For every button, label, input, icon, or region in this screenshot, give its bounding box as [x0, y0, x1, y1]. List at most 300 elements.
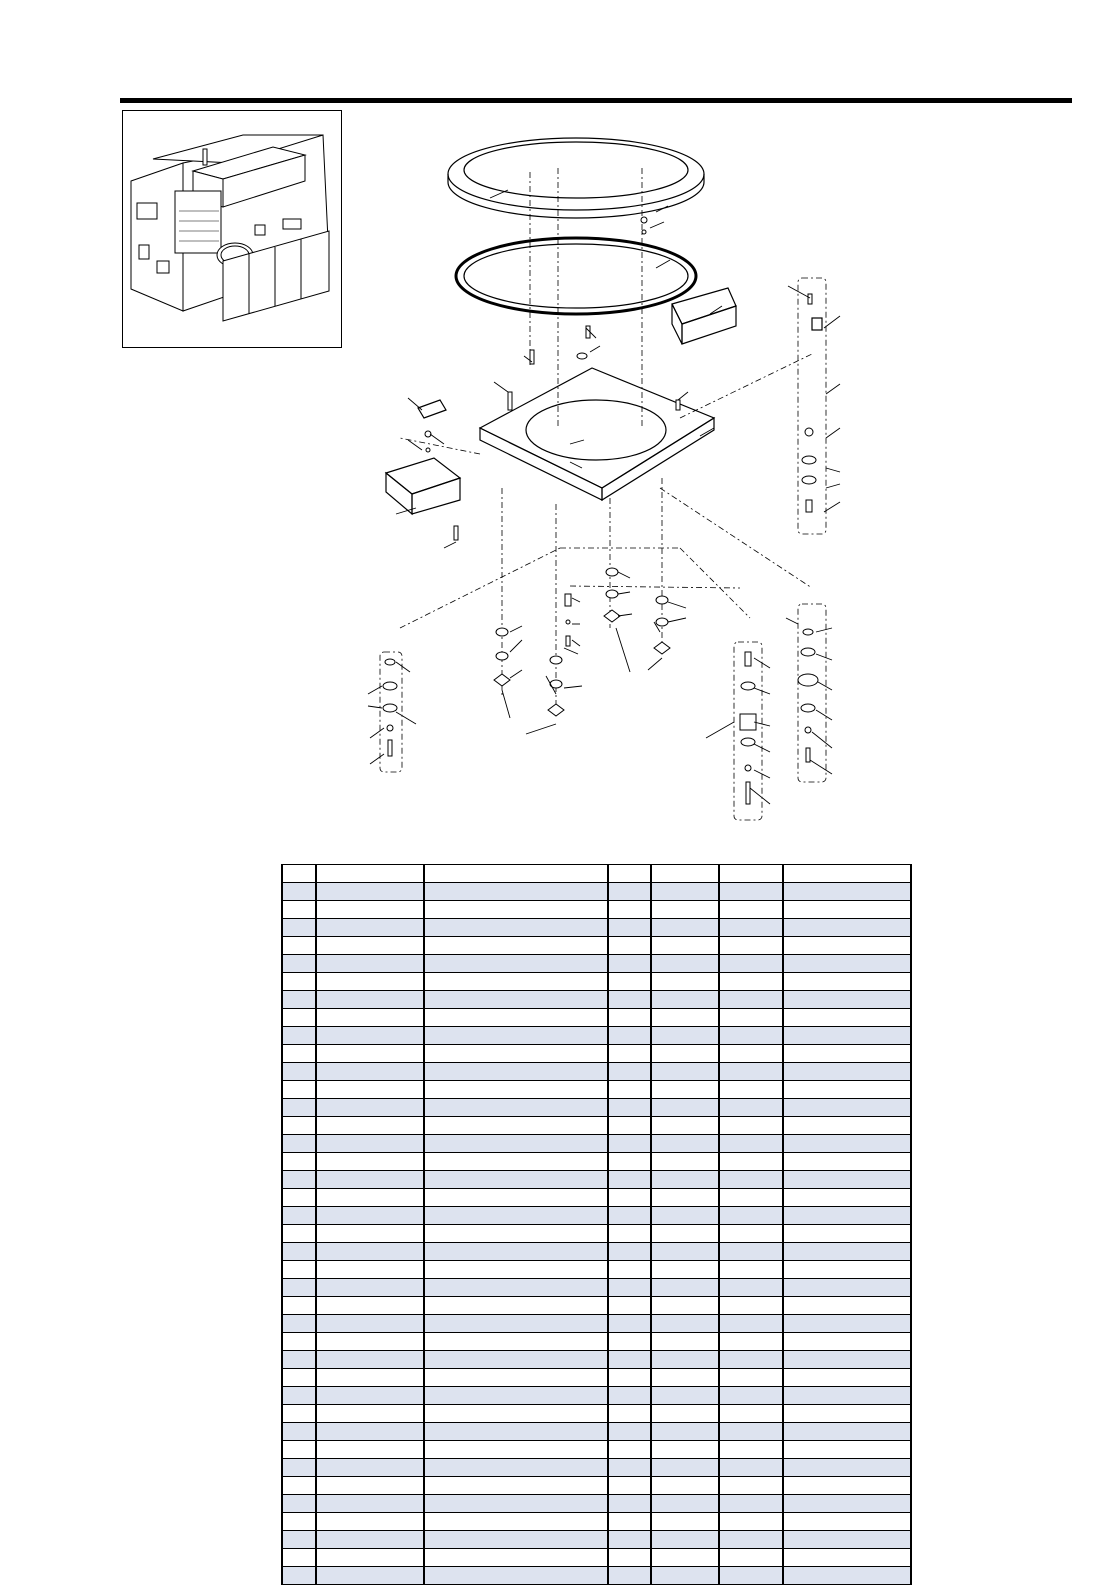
table-row: [282, 1117, 911, 1135]
table-cell: [608, 901, 651, 919]
table-row: [282, 1279, 911, 1297]
table-cell: [719, 1351, 784, 1369]
table-cell: [316, 1189, 423, 1207]
table-cell: [783, 991, 911, 1009]
table-cell: [719, 1189, 784, 1207]
table-cell: [651, 1477, 719, 1495]
table-row: [282, 1369, 911, 1387]
table-cell: [719, 1063, 784, 1081]
table-cell: [608, 1009, 651, 1027]
table-cell: [651, 1063, 719, 1081]
table-cell: [282, 1567, 316, 1585]
table-cell: [719, 1225, 784, 1243]
table-cell: [719, 1441, 784, 1459]
table-cell: [608, 1261, 651, 1279]
table-cell: [651, 1243, 719, 1261]
table-cell: [282, 1009, 316, 1027]
table-cell: [424, 1153, 608, 1171]
table-cell: [424, 1441, 608, 1459]
table-cell: [316, 1495, 423, 1513]
table-cell: [282, 1081, 316, 1099]
table-cell: [783, 1297, 911, 1315]
table-cell: [783, 865, 911, 883]
table-cell: [783, 955, 911, 973]
table-cell: [783, 1567, 911, 1585]
table-cell: [316, 1243, 423, 1261]
table-cell: [651, 1099, 719, 1117]
table-cell: [651, 1351, 719, 1369]
table-cell: [719, 1207, 784, 1225]
table-cell: [783, 1261, 911, 1279]
table-cell: [651, 1045, 719, 1063]
table-cell: [719, 1279, 784, 1297]
table-row: [282, 1333, 911, 1351]
exploded-view-icon: [360, 128, 860, 836]
table-cell: [608, 1279, 651, 1297]
table-cell: [719, 1405, 784, 1423]
table-cell: [282, 901, 316, 919]
table-cell: [651, 1261, 719, 1279]
table-cell: [651, 1297, 719, 1315]
table-cell: [719, 1045, 784, 1063]
table-row: [282, 1009, 911, 1027]
table-row: [282, 1225, 911, 1243]
table-cell: [282, 1297, 316, 1315]
table-cell: [316, 1027, 423, 1045]
table-cell: [608, 973, 651, 991]
table-cell: [608, 883, 651, 901]
table-cell: [316, 955, 423, 973]
table-cell: [316, 1225, 423, 1243]
table-cell: [316, 973, 423, 991]
table-cell: [608, 1513, 651, 1531]
table-cell: [424, 1279, 608, 1297]
table-cell: [608, 1081, 651, 1099]
table-cell: [608, 919, 651, 937]
table-cell: [424, 1063, 608, 1081]
table-cell: [783, 919, 911, 937]
table-cell: [282, 1369, 316, 1387]
table-cell: [424, 1207, 608, 1225]
table-cell: [282, 1153, 316, 1171]
table-row: [282, 1405, 911, 1423]
table-cell: [608, 991, 651, 1009]
table-cell: [719, 883, 784, 901]
table-cell: [719, 1333, 784, 1351]
table-cell: [316, 1549, 423, 1567]
table-cell: [282, 1171, 316, 1189]
table-row: [282, 1387, 911, 1405]
table-cell: [719, 1369, 784, 1387]
table-cell: [424, 955, 608, 973]
table-cell: [282, 1279, 316, 1297]
table-cell: [651, 1225, 719, 1243]
table-cell: [651, 1189, 719, 1207]
table-cell: [424, 901, 608, 919]
table-cell: [282, 1423, 316, 1441]
table-cell: [424, 973, 608, 991]
table-row: [282, 1495, 911, 1513]
table-row: [282, 1099, 911, 1117]
table-row: [282, 1351, 911, 1369]
table-cell: [783, 1081, 911, 1099]
table-row: [282, 1081, 911, 1099]
table-cell: [783, 1099, 911, 1117]
table-cell: [608, 1405, 651, 1423]
table-cell: [783, 1243, 911, 1261]
table-cell: [316, 1297, 423, 1315]
table-cell: [719, 1495, 784, 1513]
table-cell: [608, 1477, 651, 1495]
table-cell: [282, 955, 316, 973]
table-cell: [651, 1117, 719, 1135]
table-cell: [424, 1099, 608, 1117]
table-cell: [316, 1261, 423, 1279]
table-row: [282, 991, 911, 1009]
table-cell: [316, 937, 423, 955]
table-cell: [608, 1315, 651, 1333]
table-cell: [424, 1297, 608, 1315]
table-cell: [783, 973, 911, 991]
table-cell: [651, 1405, 719, 1423]
table-cell: [608, 1333, 651, 1351]
table-row: [282, 1063, 911, 1081]
table-cell: [282, 1459, 316, 1477]
table-row: [282, 1477, 911, 1495]
table-cell: [424, 937, 608, 955]
table-cell: [783, 1405, 911, 1423]
table-cell: [651, 1153, 719, 1171]
table-cell: [424, 1333, 608, 1351]
table-cell: [608, 955, 651, 973]
table-cell: [719, 1315, 784, 1333]
table-cell: [719, 973, 784, 991]
table-cell: [282, 1387, 316, 1405]
table-cell: [651, 1459, 719, 1477]
table-cell: [316, 1333, 423, 1351]
table-cell: [424, 1315, 608, 1333]
table-cell: [651, 1315, 719, 1333]
machine-overview-image: [122, 110, 342, 348]
table-cell: [316, 1315, 423, 1333]
table-cell: [719, 955, 784, 973]
table-cell: [316, 1063, 423, 1081]
table-cell: [282, 937, 316, 955]
table-cell: [282, 1099, 316, 1117]
table-cell: [783, 1279, 911, 1297]
table-cell: [282, 1207, 316, 1225]
parts-list-table: [281, 864, 912, 1585]
table-cell: [424, 1243, 608, 1261]
table-cell: [651, 919, 719, 937]
table-cell: [282, 973, 316, 991]
table-cell: [719, 1459, 784, 1477]
table-cell: [424, 1225, 608, 1243]
table-cell: [719, 1027, 784, 1045]
table-cell: [316, 865, 423, 883]
table-cell: [608, 1189, 651, 1207]
table-cell: [608, 1351, 651, 1369]
table-cell: [783, 901, 911, 919]
table-cell: [424, 1495, 608, 1513]
table-cell: [651, 1135, 719, 1153]
table-cell: [282, 1063, 316, 1081]
table-row: [282, 1171, 911, 1189]
table-cell: [783, 1135, 911, 1153]
table-cell: [424, 919, 608, 937]
table-cell: [316, 883, 423, 901]
table-cell: [424, 1261, 608, 1279]
table-cell: [608, 1171, 651, 1189]
table-cell: [783, 1549, 911, 1567]
table-cell: [783, 883, 911, 901]
table-cell: [608, 1099, 651, 1117]
table-cell: [608, 1063, 651, 1081]
table-cell: [719, 1567, 784, 1585]
table-cell: [608, 1387, 651, 1405]
table-cell: [783, 1171, 911, 1189]
table-cell: [783, 1531, 911, 1549]
table-cell: [424, 1423, 608, 1441]
table-cell: [316, 1171, 423, 1189]
table-row: [282, 1549, 911, 1567]
table-cell: [316, 1045, 423, 1063]
table-cell: [651, 883, 719, 901]
table-cell: [282, 1477, 316, 1495]
table-cell: [282, 1315, 316, 1333]
table-cell: [783, 1477, 911, 1495]
table-cell: [424, 1009, 608, 1027]
table-row: [282, 1261, 911, 1279]
table-cell: [282, 1045, 316, 1063]
table-cell: [424, 883, 608, 901]
table-cell: [282, 1351, 316, 1369]
table-cell: [651, 1081, 719, 1099]
table-cell: [651, 955, 719, 973]
table-cell: [282, 1531, 316, 1549]
table-cell: [719, 1099, 784, 1117]
table-row: [282, 1045, 911, 1063]
table-row: [282, 937, 911, 955]
table-cell: [651, 1567, 719, 1585]
table-row: [282, 1135, 911, 1153]
table-cell: [651, 973, 719, 991]
table-cell: [783, 937, 911, 955]
table-cell: [316, 1081, 423, 1099]
machine-overview-icon: [123, 111, 341, 347]
table-cell: [282, 1333, 316, 1351]
table-cell: [783, 1315, 911, 1333]
table-cell: [608, 1495, 651, 1513]
table-cell: [424, 1405, 608, 1423]
table-cell: [608, 1027, 651, 1045]
table-cell: [719, 991, 784, 1009]
table-cell: [608, 865, 651, 883]
table-cell: [424, 1189, 608, 1207]
table-row: [282, 1531, 911, 1549]
table-cell: [316, 1387, 423, 1405]
table-cell: [608, 1567, 651, 1585]
table-cell: [424, 991, 608, 1009]
table-cell: [783, 1513, 911, 1531]
table-cell: [608, 1207, 651, 1225]
table-cell: [424, 1351, 608, 1369]
table-cell: [608, 1369, 651, 1387]
table-row: [282, 901, 911, 919]
table-cell: [282, 1405, 316, 1423]
table-row: [282, 1189, 911, 1207]
table-cell: [783, 1423, 911, 1441]
table-cell: [783, 1063, 911, 1081]
table-row: [282, 1315, 911, 1333]
table-cell: [783, 1045, 911, 1063]
table-cell: [608, 937, 651, 955]
table-cell: [282, 1441, 316, 1459]
table-cell: [651, 1369, 719, 1387]
table-row: [282, 1027, 911, 1045]
table-cell: [783, 1153, 911, 1171]
table-cell: [783, 1441, 911, 1459]
table-cell: [316, 1423, 423, 1441]
table-cell: [424, 1567, 608, 1585]
table-row: [282, 1243, 911, 1261]
table-cell: [316, 1279, 423, 1297]
table-cell: [651, 1423, 719, 1441]
table-cell: [651, 865, 719, 883]
table-cell: [282, 1243, 316, 1261]
table-cell: [783, 1495, 911, 1513]
table-cell: [719, 1117, 784, 1135]
table-cell: [316, 1009, 423, 1027]
table-cell: [424, 1459, 608, 1477]
table-cell: [608, 1045, 651, 1063]
table-cell: [651, 1495, 719, 1513]
table-cell: [719, 1549, 784, 1567]
table-cell: [424, 1045, 608, 1063]
table-row: [282, 1441, 911, 1459]
table-cell: [719, 865, 784, 883]
table-cell: [316, 1153, 423, 1171]
table-cell: [282, 1225, 316, 1243]
table-cell: [282, 919, 316, 937]
table-row: [282, 1207, 911, 1225]
table-cell: [282, 865, 316, 883]
table-cell: [316, 1369, 423, 1387]
table-row: [282, 1153, 911, 1171]
table-cell: [608, 1297, 651, 1315]
table-cell: [719, 1081, 784, 1099]
table-row: [282, 1459, 911, 1477]
table-cell: [783, 1333, 911, 1351]
table-row: [282, 955, 911, 973]
table-cell: [608, 1243, 651, 1261]
table-cell: [316, 1117, 423, 1135]
table-cell: [651, 1027, 719, 1045]
table-cell: [424, 1135, 608, 1153]
table-cell: [719, 1423, 784, 1441]
table-cell: [424, 865, 608, 883]
table-cell: [282, 1135, 316, 1153]
table-cell: [424, 1477, 608, 1495]
table-cell: [651, 1549, 719, 1567]
table-cell: [608, 1531, 651, 1549]
table-cell: [783, 1351, 911, 1369]
exploded-view-diagram: [360, 128, 860, 836]
table-cell: [651, 1279, 719, 1297]
table-cell: [719, 919, 784, 937]
table-cell: [719, 1009, 784, 1027]
table-cell: [316, 1135, 423, 1153]
table-cell: [316, 1207, 423, 1225]
table-cell: [783, 1369, 911, 1387]
table-cell: [651, 1531, 719, 1549]
table-cell: [719, 1513, 784, 1531]
table-cell: [719, 1171, 784, 1189]
table-cell: [316, 1441, 423, 1459]
table-cell: [316, 1567, 423, 1585]
table-cell: [783, 1027, 911, 1045]
table-row: [282, 865, 911, 883]
table-cell: [719, 901, 784, 919]
table-cell: [316, 1099, 423, 1117]
table-cell: [719, 1387, 784, 1405]
table-cell: [424, 1549, 608, 1567]
table-cell: [719, 1531, 784, 1549]
table-cell: [282, 883, 316, 901]
table-row: [282, 883, 911, 901]
table-cell: [424, 1081, 608, 1099]
table-cell: [608, 1549, 651, 1567]
table-cell: [608, 1423, 651, 1441]
table-cell: [651, 1513, 719, 1531]
table-cell: [282, 991, 316, 1009]
table-cell: [608, 1441, 651, 1459]
table-cell: [316, 1459, 423, 1477]
table-row: [282, 1297, 911, 1315]
table-cell: [424, 1369, 608, 1387]
table-cell: [424, 1117, 608, 1135]
table-cell: [282, 1261, 316, 1279]
table-cell: [651, 1171, 719, 1189]
table-cell: [783, 1225, 911, 1243]
table-cell: [316, 1351, 423, 1369]
table-cell: [651, 1333, 719, 1351]
table-cell: [282, 1549, 316, 1567]
table-cell: [783, 1387, 911, 1405]
table-cell: [424, 1531, 608, 1549]
table-row: [282, 1567, 911, 1585]
table-cell: [783, 1459, 911, 1477]
table-cell: [783, 1207, 911, 1225]
table-cell: [608, 1135, 651, 1153]
table-cell: [651, 901, 719, 919]
table-cell: [282, 1027, 316, 1045]
table-row: [282, 1513, 911, 1531]
table-cell: [651, 1207, 719, 1225]
table-cell: [719, 1243, 784, 1261]
table-cell: [783, 1189, 911, 1207]
table-cell: [282, 1117, 316, 1135]
table-cell: [651, 1387, 719, 1405]
table-cell: [316, 1531, 423, 1549]
table-cell: [719, 1153, 784, 1171]
table-cell: [316, 1513, 423, 1531]
table-cell: [424, 1027, 608, 1045]
table-cell: [424, 1171, 608, 1189]
table-cell: [783, 1117, 911, 1135]
table-cell: [424, 1387, 608, 1405]
table-cell: [316, 901, 423, 919]
